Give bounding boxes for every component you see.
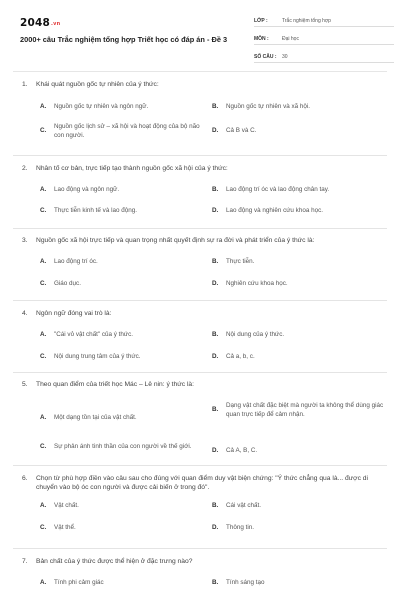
option-letter: B. [212,258,219,265]
meta-label: SỐ CÂU : [254,54,277,60]
option-b[interactable] [212,402,392,419]
logo-main: 2048 [20,17,51,29]
option-letter: D. [212,353,219,360]
header [13,0,387,72]
option-text: Giáo dục. [54,280,81,287]
option-letter: C. [40,280,47,287]
option-text: Nguồn gốc tự nhiên và ngôn ngữ. [54,103,149,110]
option-letter: D. [212,207,219,214]
option-d[interactable] [212,127,382,136]
option-text: Cả a, b, c. [226,353,255,360]
option-letter: B. [212,579,219,586]
option-text: Vật thể. [54,524,76,531]
option-letter: A. [40,331,47,338]
question-number: 7. [22,558,28,565]
option-letter: A. [40,579,47,586]
option-a[interactable] [40,103,200,112]
option-d[interactable] [212,353,382,362]
question-text: Chọn từ phù hợp điền vào câu sau cho đúng với quan điểm duy vật biện chứng: "Ý thức chẳng qua là... được di chuyển vào bộ óc con người và được cải biến ở trong đó". [36,475,368,491]
option-letter: A. [40,258,47,265]
option-letter: A. [40,186,47,193]
option-c[interactable] [40,123,210,140]
option-text: Cái vật chất. [226,502,261,509]
option-c[interactable] [40,443,210,452]
option-c[interactable] [40,353,200,362]
question-number: 1. [22,81,28,88]
question-text: Khái quát nguồn gốc tự nhiên của ý thức: [36,81,159,88]
divider [13,300,387,301]
option-letter: D. [212,280,219,287]
option-text: "Cái vỏ vật chất" của ý thức. [54,331,134,338]
question-text: Nguồn gốc xã hội trực tiếp và quan trọng nhất quyết định sự ra đời và phát triển của ý thức là: [36,237,315,244]
question-3 [0,236,400,296]
option-letter: C. [40,524,47,531]
divider [13,548,387,549]
option-text: Thông tin. [226,524,255,531]
option-text: Nguồn gốc tự nhiên và xã hội. [226,103,311,110]
option-text: Cả B và C. [226,127,257,134]
option-a[interactable] [40,414,200,423]
question-number: 4. [22,310,28,317]
option-text: Lao động trí óc. [54,258,98,265]
question-number: 5. [22,381,28,388]
divider [13,465,387,466]
divider [13,155,387,156]
meta-row-subject [254,32,394,45]
meta-row-class [254,14,394,27]
option-text: Nguồn gốc lịch sử – xã hội và hoạt động của bộ não con người. [54,123,200,139]
option-letter: C. [40,353,47,360]
option-letter: D. [212,447,219,454]
option-text: Lao động và nghiên cứu khoa học. [226,207,323,214]
option-letter: A. [40,414,47,421]
option-letter: C. [40,443,47,450]
option-a[interactable] [40,186,200,195]
option-text: Lao động và ngôn ngữ. [54,186,120,193]
option-b[interactable] [212,331,382,340]
question-number: 2. [22,165,28,172]
question-1 [0,80,400,144]
option-text: Nội dung của ý thức. [226,331,285,338]
meta-value: 30 [282,54,288,60]
option-a[interactable] [40,579,200,588]
meta-value: Đại học [282,36,299,42]
option-letter: A. [40,502,47,509]
question-text: Bản chất của ý thức được thể hiện ở đặc trưng nào? [36,558,193,565]
question-7 [0,557,400,597]
option-text: Nội dung trung tâm của ý thức. [54,353,141,360]
option-letter: B. [212,186,219,193]
meta-label: MÔN : [254,36,269,42]
option-b[interactable] [212,579,382,588]
meta-row-count [254,50,394,63]
question-number: 3. [22,237,28,244]
question-2 [0,164,400,224]
option-letter: B. [212,331,219,338]
option-letter: B. [212,502,219,509]
option-text: Vật chất. [54,502,79,509]
option-text: Nghiên cứu khoa học. [226,280,288,287]
option-c[interactable] [40,524,200,533]
option-text: Tính phi cảm giác [54,579,104,586]
option-letter: B. [212,406,219,414]
question-4 [0,309,400,369]
option-text: Tính sáng tạo [226,579,265,586]
option-text: Một dạng tồn tại của vật chất. [54,414,137,421]
option-text: Thực tiễn kinh tế và lao động. [54,207,137,214]
option-a[interactable] [40,331,200,340]
meta-value: Trắc nghiệm tổng hợp [282,18,331,24]
option-c[interactable] [40,207,200,216]
option-d[interactable] [212,280,382,289]
option-a[interactable] [40,258,200,267]
option-letter: A. [40,103,47,110]
option-text: Thực tiễn. [226,258,255,265]
option-b[interactable] [212,103,382,112]
option-d[interactable] [212,447,382,456]
option-b[interactable] [212,186,392,195]
option-b[interactable] [212,258,382,267]
question-text: Nhân tố cơ bản, trực tiếp tạo thành nguồn gốc xã hội của ý thức: [36,165,228,172]
question-text: Ngôn ngữ đóng vai trò là: [36,310,112,317]
question-number: 6. [22,475,28,482]
meta-label: LỚP : [254,18,268,24]
option-letter: C. [40,207,47,214]
option-letter: D. [212,524,219,531]
divider [13,228,387,229]
question-5 [0,380,400,464]
option-d[interactable] [212,524,382,533]
question-6 [0,474,400,540]
logo-tld: .vn [51,21,61,27]
option-text: Cả A, B, C. [226,447,258,454]
option-text: Lao động trí óc và lao động chân tay. [226,186,330,193]
site-logo[interactable] [20,17,60,29]
question-text: Theo quan điểm của triết học Mác – Lê nin: ý thức là: [36,381,195,388]
option-d[interactable] [212,207,392,216]
page-title: 2000+ câu Trắc nghiệm tổng hợp Triết học có đáp án - Đề 3 [20,35,228,44]
option-b[interactable] [212,502,382,511]
option-c[interactable] [40,280,200,289]
option-letter: D. [212,127,219,134]
option-a[interactable] [40,502,200,511]
option-letter: B. [212,103,219,110]
divider [13,372,387,373]
option-text: Sự phản ánh tinh thần của con người về thế giới. [54,443,192,450]
option-letter: C. [40,127,47,135]
option-text: Dạng vật chất đặc biệt mà người ta không thể dùng giác quan trực tiếp để cảm nhận. [226,402,384,418]
meta-info [254,14,394,68]
